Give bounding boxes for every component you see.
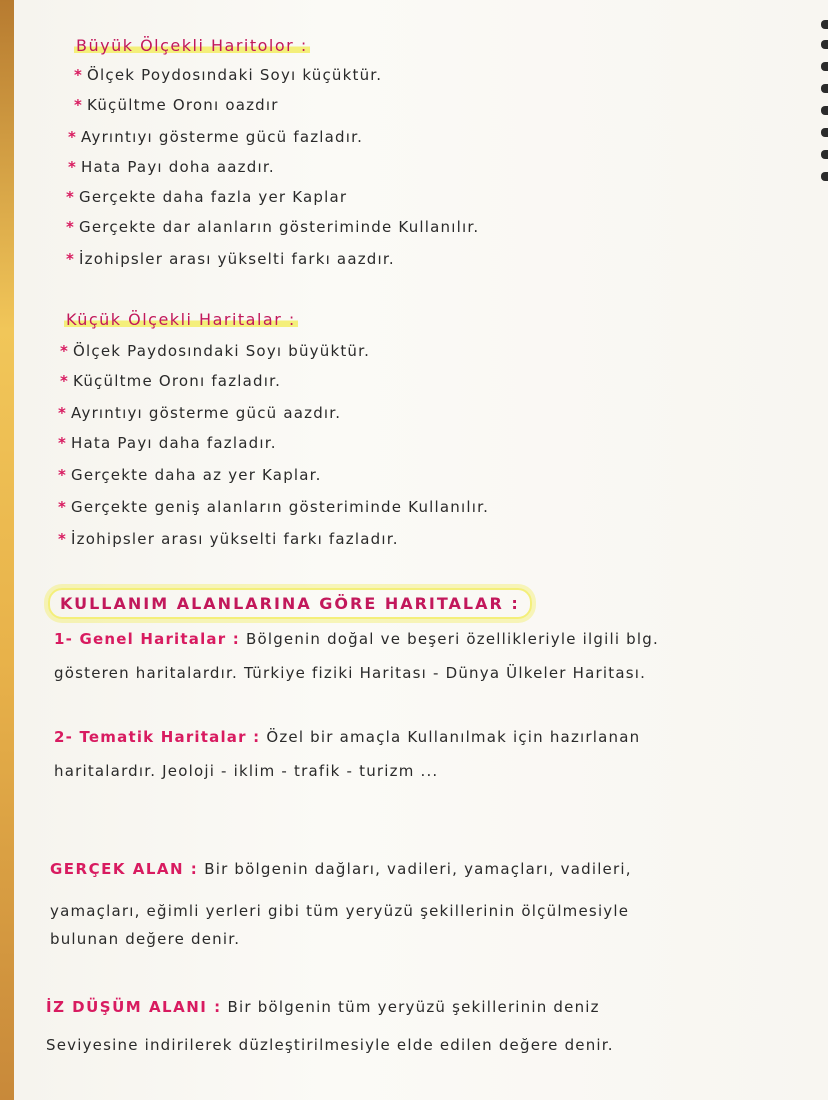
list-item: * Küçültme Oronı fazladır.	[60, 372, 282, 390]
projection-area-line-1: İZ DÜŞÜM ALANI : Bir bölgenin tüm yeryüzü şekillerinin deniz	[46, 998, 600, 1016]
list-item: * Ölçek Poydosındaki Soyı küçüktür.	[74, 66, 383, 84]
notebook-cover-edge	[0, 0, 14, 1100]
notebook-spiral-binding	[818, 0, 828, 1100]
list-item: * İzohipsler arası yükselti farkı fazladır.	[58, 530, 399, 548]
list-item: * Gerçekte geniş alanların gösteriminde Kullanılır.	[58, 498, 490, 516]
list-item: * Ölçek Paydosındaki Soyı büyüktür.	[60, 342, 371, 360]
list-item: * Gerçekte daha fazla yer Kaplar	[66, 188, 348, 206]
general-maps-line-1: 1- Genel Haritalar : Bölgenin doğal ve beşeri özellikleriyle ilgili blg.	[54, 630, 659, 648]
list-item: * Gerçekte dar alanların gösteriminde Kullanılır.	[66, 218, 480, 236]
heading-maps-by-usage: KULLANIM ALANLARINA GÖRE HARITALAR :	[48, 594, 532, 613]
list-item: * Ayrıntıyı gösterme gücü fazladır.	[68, 128, 364, 146]
list-item: * Hata Payı doha aazdır.	[68, 158, 275, 176]
thematic-maps-line-1: 2- Tematik Haritalar : Özel bir amaçla Kullanılmak için hazırlanan	[54, 728, 641, 746]
real-area-line-2: yamaçları, eğimli yerleri gibi tüm yeryüzü şekillerinin ölçülmesiyle	[50, 902, 630, 920]
list-item: * İzohipsler arası yükselti farkı aazdır.	[66, 250, 395, 268]
heading-large-scale-maps: Büyük Ölçekli Haritolor :	[76, 36, 308, 55]
thematic-maps-line-2: haritalardır. Jeoloji - iklim - trafik - turizm ...	[54, 762, 439, 780]
list-item: * Gerçekte daha az yer Kaplar.	[58, 466, 322, 484]
list-item: * Ayrıntıyı gösterme gücü aazdır.	[58, 404, 342, 422]
real-area-line-1: GERÇEK ALAN : Bir bölgenin dağları, vadileri, yamaçları, vadileri,	[50, 860, 632, 878]
heading-small-scale-maps: Küçük Ölçekli Haritalar :	[66, 310, 296, 329]
list-item: * Küçültme Oronı oazdır	[74, 96, 279, 114]
real-area-line-3: bulunan değere denir.	[50, 930, 241, 948]
list-item: * Hata Payı daha fazladır.	[58, 434, 277, 452]
general-maps-line-2: gösteren haritalardır. Türkiye fiziki Haritası - Dünya Ülkeler Haritası.	[54, 664, 647, 682]
projection-area-line-2: Seviyesine indirilerek düzleştirilmesiyle elde edilen değere denir.	[46, 1036, 614, 1054]
